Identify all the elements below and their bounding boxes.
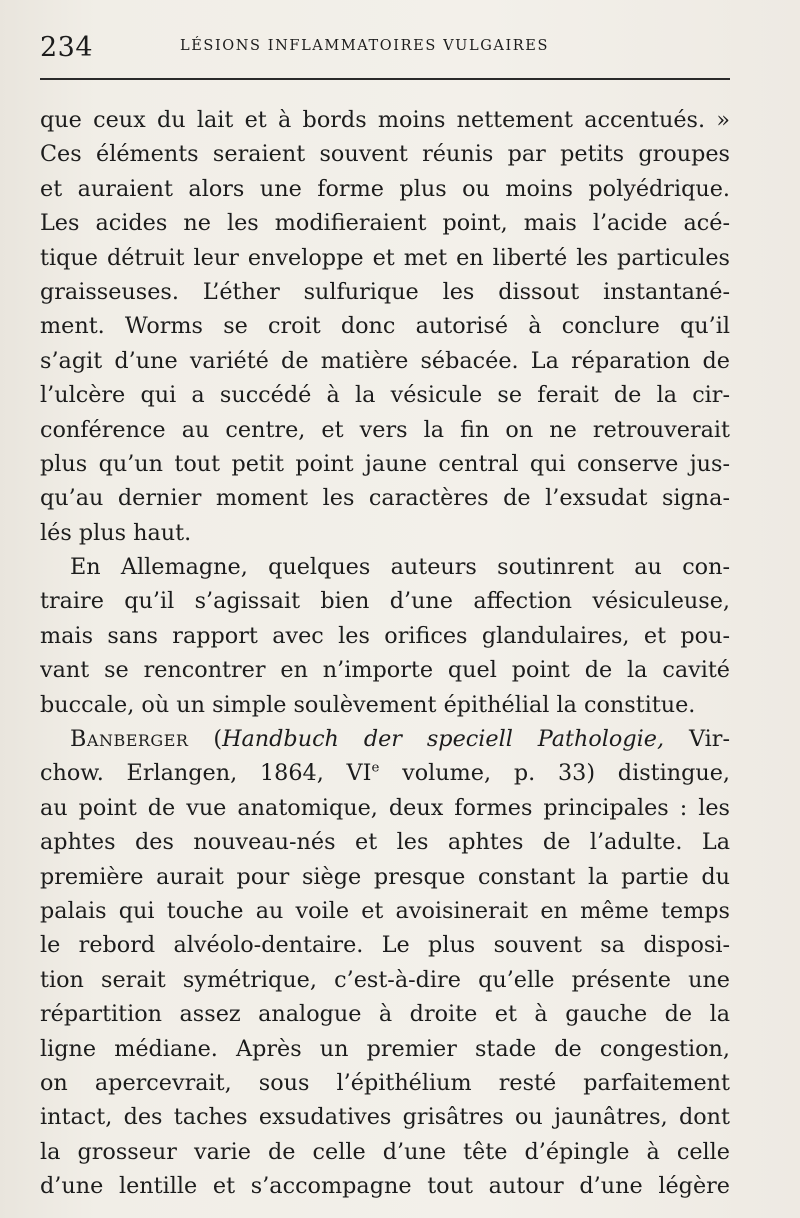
- text-segment: le rebord alvéolo-dentaire. Le plus souvent sa disposi-: [40, 932, 730, 959]
- italic-title: Handbuch der speciell Pathologie,: [222, 726, 665, 753]
- text-line: [40, 447, 730, 481]
- text-line: [40, 481, 730, 515]
- text-line: [40, 1032, 730, 1066]
- text-line: [40, 825, 730, 859]
- text-segment: qu’au dernier moment les caractères de l’exsudat signa-: [40, 485, 730, 512]
- text-line: [40, 722, 730, 756]
- text-line: [40, 103, 730, 137]
- text-segment: En Allemagne, quelques auteurs soutinrent au con-: [70, 554, 730, 581]
- text-segment: d’une lentille et s’accompagne tout autour d’une légère: [40, 1173, 730, 1200]
- text-line: [40, 137, 730, 171]
- text-line: [40, 791, 730, 825]
- text-segment: au point de vue anatomique, deux formes principales : les: [40, 794, 730, 821]
- text-line: [40, 1100, 730, 1134]
- text-segment: que ceux du lait et à bords moins nettement accentués. »: [40, 107, 730, 133]
- text-segment: Vir-: [664, 726, 730, 753]
- text-segment: et auraient alors une forme plus ou moins polyédrique.: [40, 175, 730, 202]
- text-line: [40, 619, 730, 653]
- text-segment: la grosseur varie de celle d’une tête d’épingle à celle: [40, 1138, 730, 1165]
- text-segment: l’ulcère qui a succédé à la vésicule se ferait de la cir-: [40, 382, 730, 409]
- text-segment: tion serait symétrique, c’est-à-dire qu’elle présente une: [40, 966, 730, 993]
- text-line: [40, 516, 730, 550]
- text-line: [40, 413, 730, 447]
- text-segment: mais sans rapport avec les orifices glandulaires, et pou-: [40, 622, 730, 649]
- text-segment: intact, des taches exsudatives grisâtres ou jaunâtres, dont: [40, 1104, 730, 1131]
- text-line: [40, 756, 730, 790]
- text-segment: chow. Erlangen, 1864, VI: [40, 760, 372, 787]
- text-line: [40, 344, 730, 378]
- text-line: [40, 241, 730, 275]
- text-segment: s’agit d’une variété de matière sébacée. La réparation de: [40, 347, 730, 374]
- text-line: [40, 206, 730, 240]
- text-line: [40, 550, 730, 584]
- text-line: [40, 963, 730, 997]
- running-title: LÉSIONS INFLAMMATOIRES VULGAIRES: [180, 38, 550, 54]
- text-segment: vant se rencontrer en n’importe quel point de la cavité: [40, 657, 730, 684]
- header-rule: [40, 78, 730, 80]
- text-segment: ligne médiane. Après un premier stade de congestion,: [40, 1035, 730, 1062]
- text-segment: Ces éléments seraient souvent réunis par petits groupes: [40, 141, 730, 168]
- text-segment: on apercevrait, sous l’épithélium resté parfaitement: [40, 1069, 730, 1096]
- text-line: [40, 1066, 730, 1100]
- text-segment: première aurait pour siège presque constant la partie du: [40, 863, 730, 890]
- text-line: [40, 275, 730, 309]
- text-segment: traire qu’il s’agissait bien d’une affection vésiculeuse,: [40, 588, 730, 615]
- text-segment: volume, p. 33) distingue,: [379, 760, 730, 787]
- text-segment: graisseuses. L’éther sulfurique les dissout instantané-: [40, 278, 730, 305]
- text-segment: Les acides ne les modifieraient point, mais l’acide acé-: [40, 210, 730, 237]
- text-segment: plus qu’un tout petit point jaune central qui conserve jus-: [40, 450, 730, 477]
- text-segment: ment. Worms se croit donc autorisé à conclure qu’il: [40, 313, 730, 340]
- text-line: [40, 584, 730, 618]
- text-segment: buccale, où un simple soulèvement épithélial la constitue.: [40, 691, 696, 718]
- text-segment: conférence au centre, et vers la fin on ne retrouverait: [40, 416, 730, 443]
- superscript: e: [371, 761, 380, 776]
- text-line: [40, 860, 730, 894]
- body-text: [40, 103, 730, 1204]
- author-name: Banberger: [70, 726, 189, 753]
- text-line: [40, 894, 730, 928]
- text-line: [40, 1135, 730, 1169]
- text-line: [40, 997, 730, 1031]
- text-line: [40, 172, 730, 206]
- text-segment: tique détruit leur enveloppe et met en liberté les particules: [40, 244, 730, 271]
- text-line: [40, 309, 730, 343]
- text-segment: (: [188, 726, 223, 753]
- page-number: 234: [40, 32, 94, 63]
- text-line: [40, 653, 730, 687]
- running-header: [40, 28, 730, 68]
- text-segment: aphtes des nouveau-nés et les aphtes de l’adulte. La: [40, 829, 730, 856]
- text-segment: répartition assez analogue à droite et à gauche de la: [40, 1001, 730, 1028]
- text-line: [40, 928, 730, 962]
- text-line: [40, 1169, 730, 1203]
- text-segment: lés plus haut.: [40, 519, 192, 546]
- text-line: [40, 378, 730, 412]
- text-segment: palais qui touche au voile et avoisinerait en même temps: [40, 897, 730, 924]
- text-line: [40, 688, 730, 722]
